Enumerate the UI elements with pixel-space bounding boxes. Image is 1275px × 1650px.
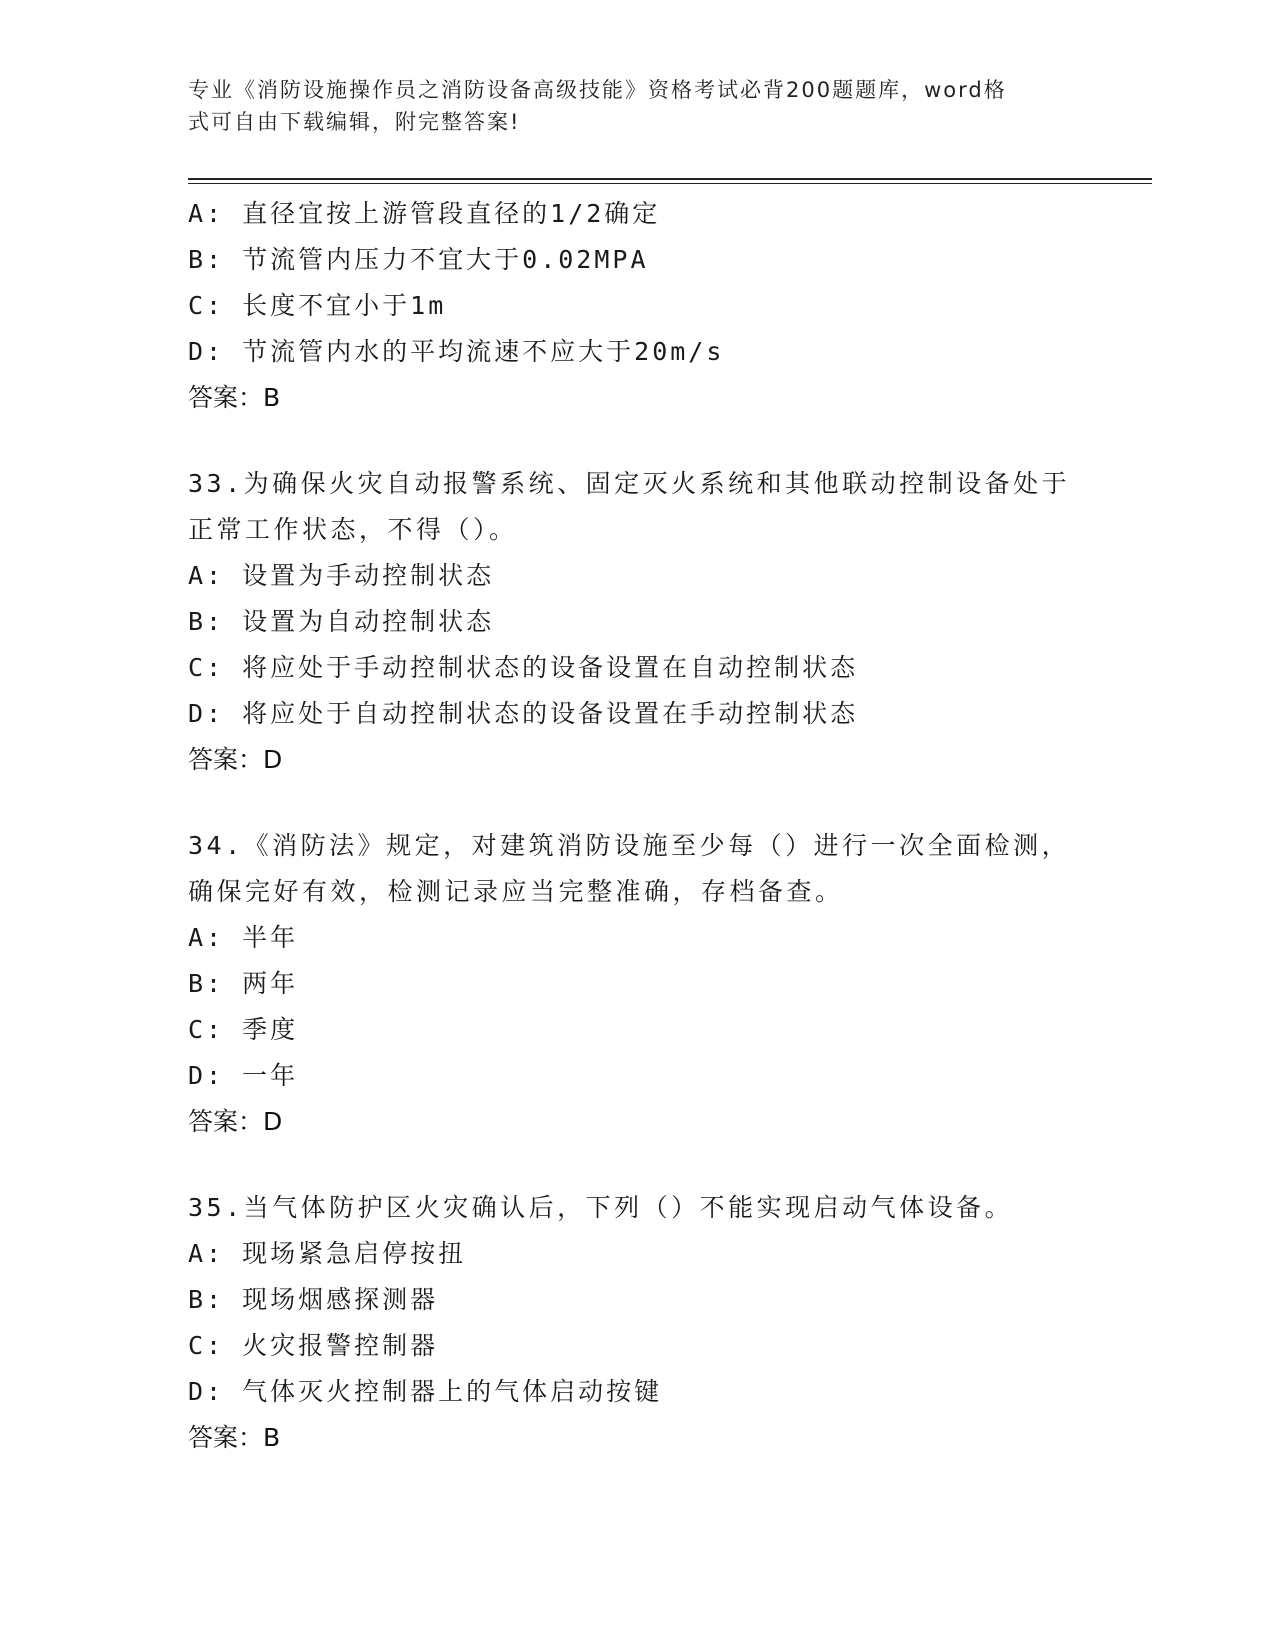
question-stem <box>188 461 1088 553</box>
option-b: B: 现场烟感探测器 <box>188 1285 439 1314</box>
option-c: C: 长度不宜小于1m <box>188 291 447 320</box>
option-a: A: 半年 <box>188 923 299 952</box>
option-d: D: 气体灭火控制器上的气体启动按键 <box>188 1377 663 1406</box>
question-32-continued <box>188 191 1088 421</box>
header-line-1: 专业《消防设施操作员之消防设备高级技能》资格考试必背200题题库，word格 <box>188 78 1007 102</box>
option-a: A: 直径宜按上游管段直径的1/2确定 <box>188 199 661 228</box>
option-d: D: 将应处于自动控制状态的设备设置在手动控制状态 <box>188 699 859 728</box>
question-stem <box>188 823 1088 915</box>
question-stem-line: 33.为确保火灾自动报警系统、固定灭火系统和其他联动控制设备处于 <box>188 469 1071 498</box>
option-b: B: 节流管内压力不宜大于0.02MPA <box>188 245 649 274</box>
header-divider-thin <box>188 183 1152 184</box>
option-d: D: 节流管内水的平均流速不应大于20m/s <box>188 337 725 366</box>
option-c: C: 将应处于手动控制状态的设备设置在自动控制状态 <box>188 653 859 682</box>
header-line-2: 式可自由下载编辑，附完整答案! <box>188 110 521 134</box>
question-stem <box>188 1185 1088 1231</box>
option-d: D: 一年 <box>188 1061 299 1090</box>
question-list <box>188 191 1088 1461</box>
question-stem-line: 35.当气体防护区火灾确认后，下列（）不能实现启动气体设备。 <box>188 1193 1014 1222</box>
option-c: C: 季度 <box>188 1015 299 1044</box>
option-c: C: 火灾报警控制器 <box>188 1331 439 1360</box>
header-divider-thick <box>188 178 1152 180</box>
question-stem-line: 正常工作状态，不得（）。 <box>188 515 518 544</box>
answer: 答案：B <box>188 1423 281 1452</box>
answer: 答案：D <box>188 745 283 774</box>
option-b: B: 两年 <box>188 969 299 998</box>
option-a: A: 现场紧急启停按扭 <box>188 1239 467 1268</box>
question-34 <box>188 823 1088 1145</box>
option-b: B: 设置为自动控制状态 <box>188 607 495 636</box>
document-header <box>188 74 1068 138</box>
question-35 <box>188 1185 1088 1461</box>
option-a: A: 设置为手动控制状态 <box>188 561 495 590</box>
answer: 答案：D <box>188 1107 283 1136</box>
answer: 答案：B <box>188 383 281 412</box>
question-stem-line: 34.《消防法》规定，对建筑消防设施至少每（）进行一次全面检测， <box>188 831 1071 860</box>
question-stem-line: 确保完好有效，检测记录应当完整准确，存档备查。 <box>188 877 844 906</box>
question-33 <box>188 461 1088 783</box>
